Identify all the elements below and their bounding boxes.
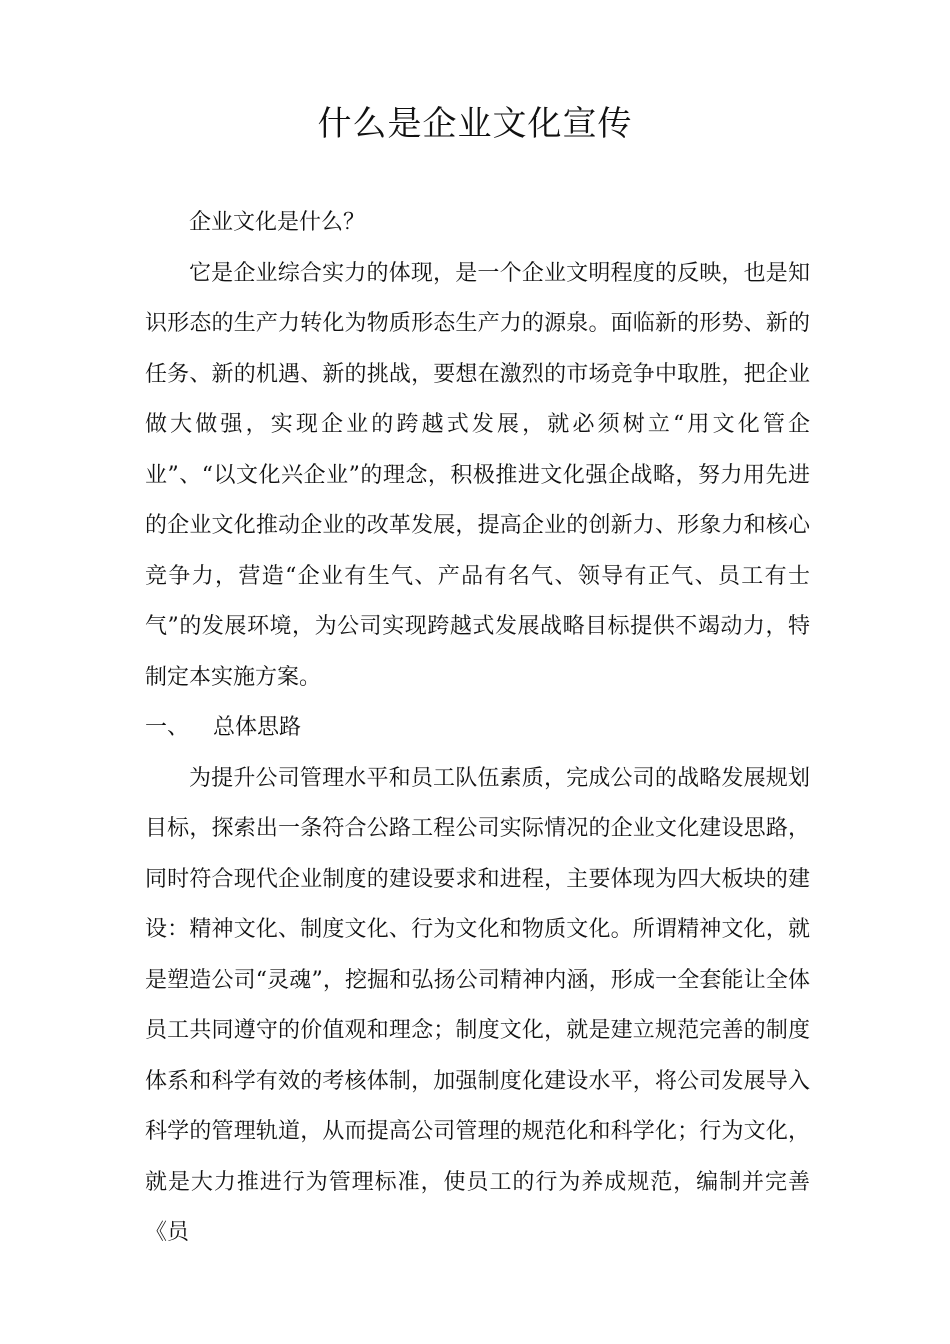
document-body <box>145 198 810 1259</box>
section-heading <box>145 703 810 754</box>
document-title: 什么是企业文化宣传 <box>317 104 633 144</box>
section-title: 总体思路 <box>213 715 302 740</box>
intro-paragraph: 它是企业综合实力的体现，是一个企业文明程度的反映，也是知识形态的生产力转化为物质形态生产力的源泉。面临新的形势、新的任务、新的机遇、新的挑战，要想在激烈的市场竞争中取胜，把企业做大做强，实现企业的跨越式发展，就必须树立“用文化管企业”、“以文化兴企业”的理念，积极推进文化强企战略，努力用先进的企业文化推动企业的改革发展，提高企业的创新力、形象力和核心竞争力，营造“企业有生气、产品有名气、领导有正气、员工有士气”的发展环境，为公司实现跨越式发展战略目标提供不竭动力，特制定本实施方案。 <box>145 260 810 690</box>
section-paragraph: 为提升公司管理水平和员工队伍素质，完成公司的战略发展规划目标，探索出一条符合公路工程公司实际情况的企业文化建设思路，同时符合现代企业制度的建设要求和进程，主要体现为四大板块的建设：精神文化、制度文化、行为文化和物质文化。所谓精神文化，就是塑造公司“灵魂”，挖掘和弘扬公司精神内涵，形成一全套能让全体员工共同遵守的价值观和理念；制度文化，就是建立规范完善的制度体系和科学有效的考核体制，加强制度化建设水平，将公司发展导入科学的管理轨道，从而提高公司管理的规范化和科学化；行为文化，就是大力推进行为管理标准，使员工的行为养成规范，编制并完善《员 <box>145 765 810 1245</box>
question-paragraph: 企业文化是什么？ <box>189 210 366 235</box>
section-number: 一、 <box>145 715 190 740</box>
